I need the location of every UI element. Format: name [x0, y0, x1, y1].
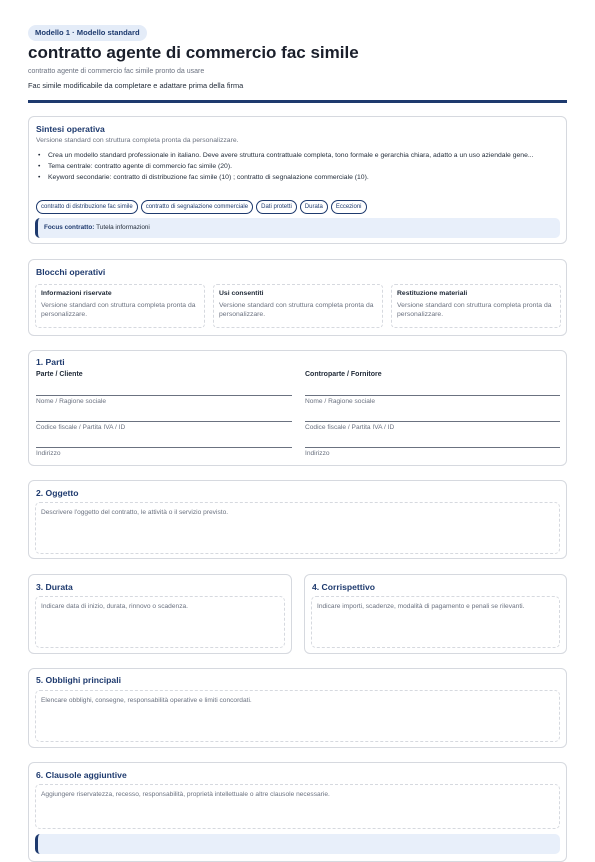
- sintesi-bullet: • Keyword secondarie: contratto di distribuzione fac simile (10) ; contratto di segnalazione commerciale (10).: [36, 173, 558, 183]
- page-title: contratto agente di commercio fac simile: [28, 43, 359, 62]
- corrispettivo-card: [304, 574, 567, 654]
- focus-label: Focus contratto:: [44, 224, 95, 231]
- oggetto-textarea[interactable]: Descrivere l'oggetto del contratto, le attività o il servizio previsto.: [35, 502, 560, 554]
- parte-cliente-heading: Parte / Cliente: [36, 371, 83, 378]
- blocchi-card: [28, 259, 567, 336]
- keyword-chips: [36, 200, 367, 214]
- cliente-name-line[interactable]: [36, 395, 292, 396]
- durata-textarea[interactable]: Indicare data di inizio, durata, rinnovo o scadenza.: [35, 596, 285, 648]
- sintesi-bullet-list: [36, 151, 558, 184]
- page-subtitle: contratto agente di commercio fac simile pronto da usare: [28, 68, 205, 75]
- blocco-restituzione-materiali: [391, 284, 561, 328]
- fornitore-name-label: Nome / Ragione sociale: [305, 398, 376, 405]
- blocco-informazioni-riservate: [35, 284, 205, 328]
- fornitore-name-line[interactable]: [305, 395, 560, 396]
- blocco-text: Versione standard con struttura completa pronta da personalizzare.: [219, 302, 374, 318]
- keyword-chip: Dati protetti: [256, 200, 297, 214]
- sintesi-bullet: • Tema centrale: contratto agente di commercio fac simile (20).: [36, 162, 558, 172]
- cliente-tax-id-label: Codice fiscale / Partita IVA / ID: [36, 424, 126, 431]
- keyword-chip: Eccezioni: [331, 200, 367, 214]
- template-badge: Modello 1 · Modello standard: [28, 25, 147, 41]
- clausole-textarea[interactable]: Aggiungere riservatezza, recesso, responsabilità, proprietà intellettuale o altre clausole necessarie.: [35, 784, 560, 829]
- sintesi-title: Sintesi operativa: [36, 124, 105, 134]
- header-divider: [28, 100, 567, 103]
- obblighi-card: [28, 668, 567, 748]
- blocco-usi-consentiti: [213, 284, 383, 328]
- parti-card: [28, 350, 567, 466]
- focus-callout-partial: [35, 834, 560, 854]
- cliente-tax-id-line[interactable]: [36, 421, 292, 422]
- keyword-chip: contratto di distribuzione fac simile: [36, 200, 138, 214]
- cliente-address-line[interactable]: [36, 447, 292, 448]
- fornitore-tax-id-label: Codice fiscale / Partita IVA / ID: [305, 424, 395, 431]
- fornitore-address-label: Indirizzo: [305, 450, 330, 457]
- corrispettivo-textarea[interactable]: Indicare importi, scadenze, modalità di pagamento e penali se rilevanti.: [311, 596, 560, 648]
- cliente-address-label: Indirizzo: [36, 450, 61, 457]
- fornitore-address-line[interactable]: [305, 447, 560, 448]
- clausole-title: 6. Clausole aggiuntive: [36, 770, 127, 780]
- obblighi-textarea[interactable]: Elencare obblighi, consegne, responsabilità operative e limiti concordati.: [35, 690, 560, 742]
- page-tagline: Fac simile modificabile da completare e adattare prima della firma: [28, 81, 244, 90]
- corrispettivo-title: 4. Corrispettivo: [312, 582, 376, 592]
- blocco-title: Usi consentiti: [219, 290, 264, 297]
- blocchi-title: Blocchi operativi: [36, 267, 106, 277]
- durata-card: [28, 574, 292, 654]
- focus-value: Tutela informazioni: [96, 224, 150, 231]
- sintesi-bullet: • Crea un modello standard professionale in italiano. Deve avere struttura contrattuale completa, tono formale e gerarchia chiara, adatto a un uso aziendale gene...: [36, 151, 558, 161]
- sintesi-description: Versione standard con struttura completa pronta da personalizzare.: [36, 137, 239, 144]
- obblighi-title: 5. Obblighi principali: [36, 675, 121, 685]
- sintesi-card: [28, 116, 567, 244]
- parti-title: 1. Parti: [36, 357, 65, 367]
- focus-callout: [35, 218, 560, 238]
- cliente-name-label: Nome / Ragione sociale: [36, 398, 107, 405]
- durata-title: 3. Durata: [36, 582, 73, 592]
- fornitore-tax-id-line[interactable]: [305, 421, 560, 422]
- keyword-chip: contratto di segnalazione commerciale: [141, 200, 253, 214]
- oggetto-title: 2. Oggetto: [36, 488, 79, 498]
- controparte-fornitore-heading: Controparte / Fornitore: [305, 371, 382, 378]
- blocco-title: Informazioni riservate: [41, 290, 112, 297]
- keyword-chip: Durata: [300, 200, 328, 214]
- blocco-text: Versione standard con struttura completa pronta da personalizzare.: [41, 302, 196, 318]
- clausole-card: [28, 762, 567, 862]
- oggetto-card: [28, 480, 567, 559]
- blocco-text: Versione standard con struttura completa pronta da personalizzare.: [397, 302, 552, 318]
- blocco-title: Restituzione materiali: [397, 290, 468, 297]
